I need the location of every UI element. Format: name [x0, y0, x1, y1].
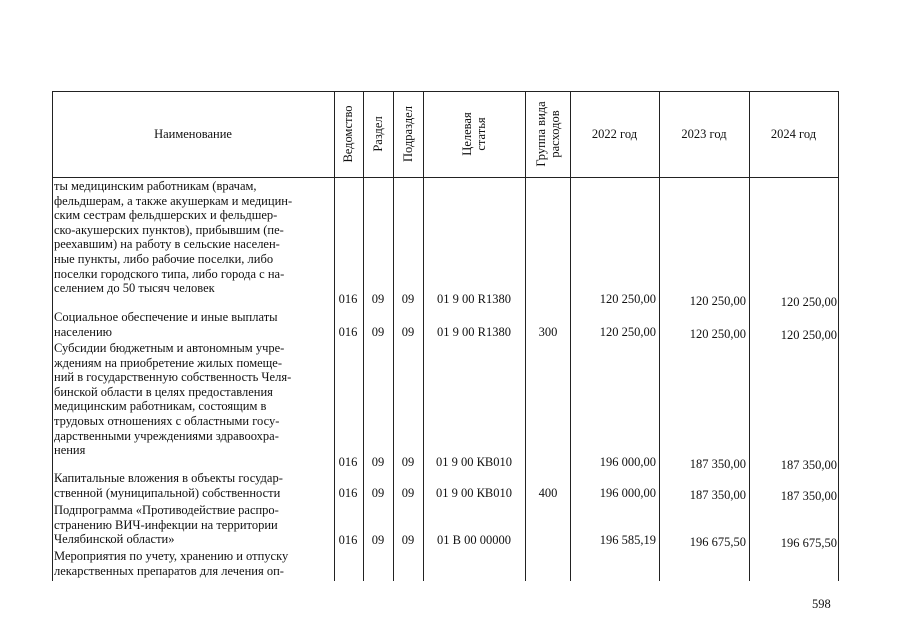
- header-2024: 2024 год: [770, 127, 817, 141]
- cell-department: 016: [338, 292, 358, 306]
- cell-section: 09: [371, 533, 385, 547]
- cell-subsection: 09: [401, 486, 415, 500]
- cell-2023: 187 350,00: [689, 488, 746, 502]
- col-border: [393, 91, 394, 581]
- cell-2022: 196 000,00: [599, 455, 656, 469]
- cell-2024: 120 250,00: [780, 328, 837, 342]
- cell-section: 09: [371, 325, 385, 339]
- cell-expense-group: 300: [538, 325, 558, 339]
- cell-expense-group: 400: [538, 486, 558, 500]
- col-border: [363, 91, 364, 581]
- cell-target-item: 01 9 00 R1380: [437, 292, 511, 306]
- cell-2023: 187 350,00: [689, 457, 746, 471]
- cell-subsection: 09: [401, 325, 415, 339]
- cell-2023: 120 250,00: [689, 327, 746, 341]
- col-border: [334, 91, 335, 581]
- header-section: Раздел: [371, 116, 385, 152]
- cell-subsection: 09: [401, 292, 415, 306]
- cell-2022: 196 000,00: [599, 486, 656, 500]
- cell-2024: 196 675,50: [780, 536, 837, 550]
- row-name: ты медицинским работникам (врачам, фельдшерам, а также акушеркам и медицин- ским сестрам фельдшерских и фельдшер- ско-акушерских пунктов), прибывшим (пе- реехавшим) на работу в сельские населен- ные пункты, либо рабочие поселки, либо поселки городского типа, либо города с на- селением до 50 тысяч человек: [54, 179, 293, 296]
- row-name: Подпрограмма «Противодействие распро- странению ВИЧ-инфекции на территории Челябинской области»: [54, 503, 279, 547]
- cell-target-item: 01 В 00 00000: [437, 533, 511, 547]
- header-department: Ведомство: [341, 105, 355, 163]
- cell-department: 016: [338, 486, 358, 500]
- cell-subsection: 09: [401, 533, 415, 547]
- cell-section: 09: [371, 455, 385, 469]
- page-number: 598: [812, 597, 831, 611]
- cell-2022: 120 250,00: [599, 292, 656, 306]
- row-name: Субсидии бюджетным и автономным учре- ждениям на приобретение жилых помеще- ний в государственную собственность Челя- бинской области в целях предоставления медицинским работникам, состоящим в трудовых отношениях с областными госу- дарственными учреждениями здравоохра- нения: [54, 341, 292, 458]
- header-name: Наименование: [154, 127, 232, 141]
- cell-target-item: 01 9 00 КВ010: [435, 455, 513, 469]
- col-border: [838, 91, 839, 581]
- header-target-item: Целевая статья: [460, 112, 488, 156]
- header-2023: 2023 год: [681, 127, 727, 141]
- row-name: Капитальные вложения в объекты государ- ственной (муниципальной) собственности: [54, 471, 283, 500]
- cell-target-item: 01 9 00 КВ010: [435, 486, 513, 500]
- cell-section: 09: [371, 486, 385, 500]
- cell-2024: 187 350,00: [780, 489, 837, 503]
- header-2022: 2022 год: [591, 127, 638, 141]
- cell-section: 09: [371, 292, 385, 306]
- header-expense-group: Группа вида расходов: [534, 101, 562, 167]
- cell-target-item: 01 9 00 R1380: [437, 325, 511, 339]
- cell-2023: 196 675,50: [689, 535, 746, 549]
- cell-2024: 120 250,00: [780, 295, 837, 309]
- cell-department: 016: [338, 455, 358, 469]
- cell-2023: 120 250,00: [689, 294, 746, 308]
- cell-department: 016: [338, 325, 358, 339]
- cell-2022: 120 250,00: [599, 325, 656, 339]
- col-border: [525, 91, 526, 581]
- cell-2022: 196 585,19: [599, 533, 656, 547]
- row-name: Социальное обеспечение и иные выплаты населению: [54, 310, 278, 339]
- col-border: [423, 91, 424, 581]
- cell-department: 016: [338, 533, 358, 547]
- cell-2024: 187 350,00: [780, 458, 837, 472]
- cell-subsection: 09: [401, 455, 415, 469]
- header-bottom-border: [52, 177, 839, 178]
- header-subsection: Подраздел: [401, 106, 415, 162]
- row-name: Мероприятия по учету, хранению и отпуску лекарственных препаратов для лечения оп-: [54, 549, 289, 578]
